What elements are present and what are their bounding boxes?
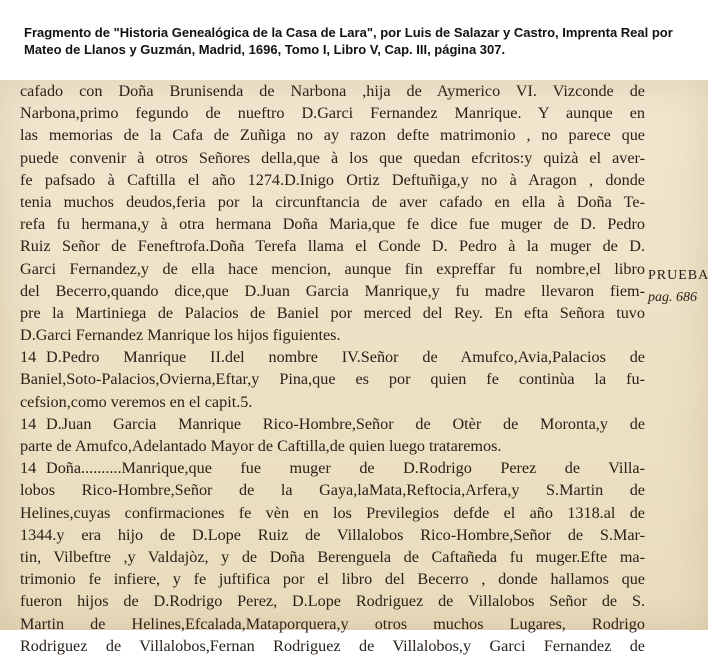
entry-line — [20, 413, 645, 435]
text-line: las memorias de la Cafa de Zuñiga no ay razon defte matrimonio , no parece que — [20, 126, 645, 145]
text-line: Rodriguez de Villalobos,Fernan Rodriguez de Villalobos,y Garci Fernandez de — [20, 636, 645, 655]
text-line: 1344.y era hijo de D.Lope Ruiz de Villalobos Rico-Hombre,Señor de S.Mar- — [20, 525, 645, 544]
entry-text: D.Juan Garcia Manrique Rico-Hombre,Señor de Otèr de Moronta,y de — [46, 414, 645, 433]
text-line: fueron hijos de D.Rodrigo Perez, D.Lope Rodriguez de Villalobos Señor de S. — [20, 592, 645, 611]
entry-number: 14 — [20, 459, 37, 478]
text-line: Garci Fernandez,y de ella hace mencion, aunque fin expreffar fu nombre,el libro — [20, 259, 645, 278]
text-line: lobos Rico-Hombre,Señor de la Gaya,laMata,Reftocia,Arfera,y S.Martin de — [20, 481, 645, 500]
text-line: tin, Vilbeftre ,y Valdajòz, y de Doña Berenguela de Caftañeda fu muger.Efte ma- — [20, 547, 645, 566]
text-line: Narbona,primo fegundo de nueftro D.Garci Fernandez Manrique. Y aunque en — [20, 104, 645, 123]
text-line: fe pafsado à Caftilla el año 1274.D.Inigo Ortiz Deftuñiga,y no à Aragon , donde — [20, 170, 645, 189]
text-line: Baniel,Soto-Palacios,Ovierna,Eftar,y Pina,que es por quien fe continùa la fu- — [20, 370, 645, 389]
text-line: cafado con Doña Brunisenda de Narbona ,hija de Aymerico VI. Vizconde de — [20, 82, 645, 100]
scanned-page — [0, 80, 710, 655]
caption: Fragmento de "Historia Genealógica de la Casa de Lara", por Luis de Salazar y Castro, Imprenta Real por Mateo de Llanos y Guzmán, Madrid, 1696, Tomo I, Libro V, Cap. III, página 307. — [24, 25, 673, 57]
text-line: del Becerro,quando dice,que D.Juan Garcia Manrique,y fu madre llevaron fiem- — [20, 281, 645, 300]
text-line: tenia muchos deudos,feria por la circunftancia de aver cafado en ella à Doña Te- — [20, 192, 645, 211]
text-line: Ruiz Señor de Feneftrofa.Doña Terefa llama el Conde D. Pedro à la muger de D. — [20, 237, 645, 256]
margin-note-prueba: PRUEBA — [648, 268, 710, 283]
text-line: trimonio fe infiere, y fe juftifica por el libro del Becerro , donde hallamos que — [20, 570, 645, 589]
text-line: parte de Amufco,Adelantado Mayor de Caftilla,de quien luego trataremos. — [20, 437, 502, 455]
text-line: Helines,cuyas confirmaciones fe vèn en los Previlegios defde el año 1318.al de — [20, 503, 645, 522]
page-text — [20, 80, 645, 657]
entry-number: 14 — [20, 414, 37, 433]
text-line: D.Garci Fernandez Manrique los hijos figuientes. — [20, 326, 341, 345]
text-line: cefsion,como veremos en el capit.5. — [20, 392, 253, 411]
text-line: pre la Martiniega de Palacios de Baniel por merced del Rey. En efta Señora tuvo — [20, 303, 645, 322]
text-line: Martin de Helines,Efcalada,Mataporquera,y otros muchos Lugares, Rodrigo — [20, 614, 645, 633]
text-line: puede convenir à otros Señores della,que à los que quedan efcritos:y quizà el aver- — [20, 148, 645, 167]
entry-text: D.Pedro Manrique II.del nombre IV.Señor de Amufco,Avia,Palacios de — [46, 348, 645, 367]
margin-note-page: pag. 686 — [648, 290, 697, 305]
entry-line — [20, 457, 645, 479]
entry-line — [20, 346, 645, 368]
entry-text: Doña..........Manrique,que fue muger de D.Rodrigo Perez de Villa- — [46, 459, 645, 478]
text-line: refa fu hermana,y à otra hermana Doña Maria,que fe dice fue muger de D. Pedro — [20, 215, 645, 234]
entry-number: 14 — [20, 348, 37, 367]
